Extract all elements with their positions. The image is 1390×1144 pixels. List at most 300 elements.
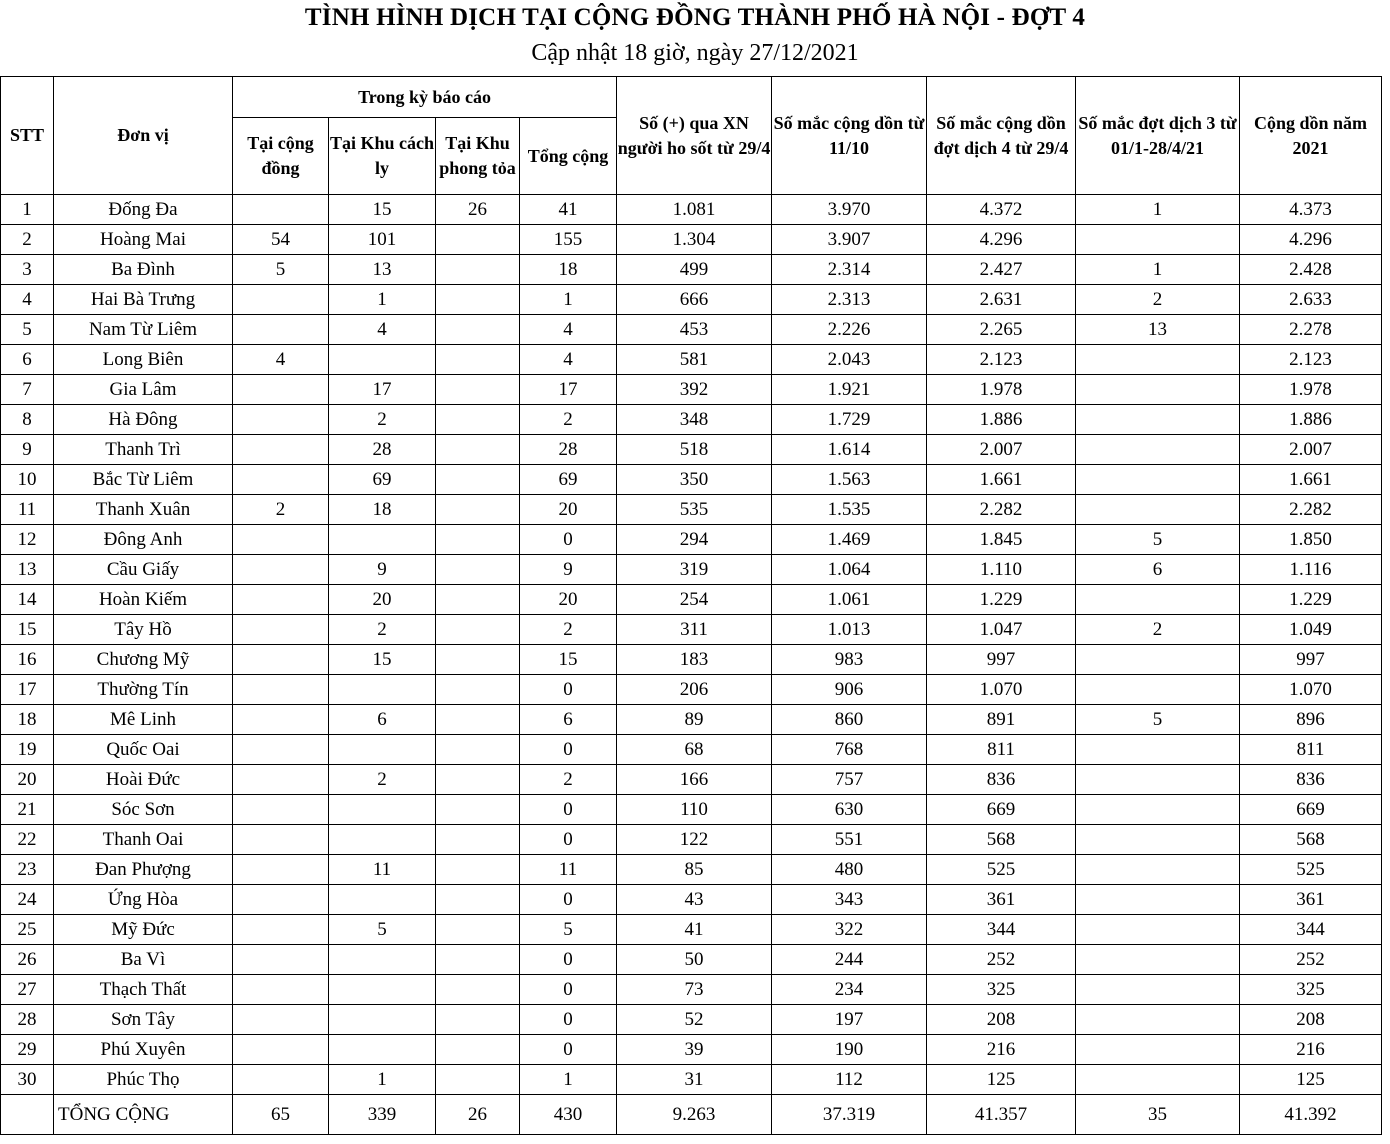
cell-wave3 (1076, 885, 1240, 915)
cell-cumulative-wave4: 252 (927, 945, 1076, 975)
cell-unit: Thanh Xuân (54, 495, 233, 525)
cell-fever: 122 (617, 825, 772, 855)
cell-subtotal: 0 (520, 945, 617, 975)
cell-unit: Đan Phượng (54, 855, 233, 885)
cell-subtotal: 0 (520, 795, 617, 825)
cell-wave3 (1076, 405, 1240, 435)
cell-unit: Mê Linh (54, 705, 233, 735)
table-body (1, 195, 1382, 1095)
cell-unit: Mỹ Đức (54, 915, 233, 945)
cell-community (233, 645, 329, 675)
cell-year: 997 (1240, 645, 1382, 675)
cell-cumulative-1110: 1.563 (772, 465, 927, 495)
cell-stt: 17 (1, 675, 54, 705)
header-subtotal: Tổng cộng (520, 118, 617, 195)
cell-lockdown (436, 345, 520, 375)
cell-cumulative-wave4: 1.845 (927, 525, 1076, 555)
cell-fever: 50 (617, 945, 772, 975)
cell-isolation: 15 (329, 195, 436, 225)
cell-lockdown (436, 615, 520, 645)
cell-cumulative-1110: 906 (772, 675, 927, 705)
cell-stt: 14 (1, 585, 54, 615)
cell-community (233, 1035, 329, 1065)
report-subtitle: Cập nhật 18 giờ, ngày 27/12/2021 (531, 40, 859, 66)
cell-subtotal: 69 (520, 465, 617, 495)
cell-stt: 18 (1, 705, 54, 735)
cell-wave3 (1076, 1005, 1240, 1035)
cell-year: 208 (1240, 1005, 1382, 1035)
cell-unit: Ba Đình (54, 255, 233, 285)
cell-year: 568 (1240, 825, 1382, 855)
cell-community (233, 1065, 329, 1095)
table-row (1, 915, 1382, 945)
cell-year: 2.123 (1240, 345, 1382, 375)
cell-unit: Ba Vì (54, 945, 233, 975)
cell-cumulative-wave4: 208 (927, 1005, 1076, 1035)
cell-fever: 31 (617, 1065, 772, 1095)
table-row (1, 825, 1382, 855)
totals-subtotal: 430 (520, 1095, 617, 1135)
table-row (1, 525, 1382, 555)
totals-lockdown: 26 (436, 1095, 520, 1135)
cell-lockdown (436, 975, 520, 1005)
cell-subtotal: 4 (520, 315, 617, 345)
cell-cumulative-1110: 1.729 (772, 405, 927, 435)
table-row (1, 675, 1382, 705)
totals-stt (1, 1095, 54, 1135)
table-row (1, 615, 1382, 645)
cell-community (233, 615, 329, 645)
table-row (1, 855, 1382, 885)
header-isolation: Tại Khu cách ly (329, 118, 436, 195)
cell-subtotal: 0 (520, 735, 617, 765)
cell-cumulative-wave4: 525 (927, 855, 1076, 885)
cell-stt: 23 (1, 855, 54, 885)
cell-stt: 1 (1, 195, 54, 225)
cell-subtotal: 0 (520, 885, 617, 915)
cell-year: 4.373 (1240, 195, 1382, 225)
cell-community (233, 375, 329, 405)
cell-cumulative-1110: 480 (772, 855, 927, 885)
cell-year: 1.229 (1240, 585, 1382, 615)
cell-cumulative-wave4: 2.007 (927, 435, 1076, 465)
cell-wave3: 1 (1076, 195, 1240, 225)
table-row (1, 555, 1382, 585)
cell-fever: 43 (617, 885, 772, 915)
cell-year: 2.278 (1240, 315, 1382, 345)
cell-lockdown (436, 375, 520, 405)
cell-year: 252 (1240, 945, 1382, 975)
cell-unit: Phú Xuyên (54, 1035, 233, 1065)
cell-year: 811 (1240, 735, 1382, 765)
cell-wave3 (1076, 765, 1240, 795)
cell-fever: 254 (617, 585, 772, 615)
cell-subtotal: 2 (520, 615, 617, 645)
table-row (1, 885, 1382, 915)
cell-cumulative-1110: 234 (772, 975, 927, 1005)
cell-subtotal: 0 (520, 1005, 617, 1035)
cell-year: 1.049 (1240, 615, 1382, 645)
cell-year: 325 (1240, 975, 1382, 1005)
cell-year: 2.428 (1240, 255, 1382, 285)
cell-year: 216 (1240, 1035, 1382, 1065)
table-row (1, 1035, 1382, 1065)
cell-year: 669 (1240, 795, 1382, 825)
cell-unit: Long Biên (54, 345, 233, 375)
table-row (1, 975, 1382, 1005)
cell-fever: 294 (617, 525, 772, 555)
table-row (1, 465, 1382, 495)
cell-wave3 (1076, 855, 1240, 885)
cell-cumulative-wave4: 2.265 (927, 315, 1076, 345)
cell-community (233, 705, 329, 735)
header-reporting-period: Trong kỳ báo cáo (233, 77, 617, 118)
cell-wave3 (1076, 795, 1240, 825)
cell-subtotal: 6 (520, 705, 617, 735)
cell-unit: Bắc Từ Liêm (54, 465, 233, 495)
cell-unit: Hà Đông (54, 405, 233, 435)
cell-wave3: 2 (1076, 285, 1240, 315)
table-row (1, 1005, 1382, 1035)
cell-lockdown (436, 885, 520, 915)
cell-stt: 10 (1, 465, 54, 495)
epidemic-table (0, 76, 1382, 1135)
cell-lockdown (436, 705, 520, 735)
cell-community (233, 765, 329, 795)
cell-community (233, 405, 329, 435)
cell-stt: 25 (1, 915, 54, 945)
cell-cumulative-1110: 322 (772, 915, 927, 945)
cell-lockdown (436, 765, 520, 795)
cell-cumulative-wave4: 325 (927, 975, 1076, 1005)
totals-label: TỔNG CỘNG (54, 1095, 233, 1135)
cell-subtotal: 1 (520, 285, 617, 315)
cell-isolation (329, 1005, 436, 1035)
header-unit: Đơn vị (54, 77, 233, 195)
cell-isolation: 11 (329, 855, 436, 885)
cell-wave3 (1076, 345, 1240, 375)
cell-stt: 9 (1, 435, 54, 465)
cell-lockdown (436, 735, 520, 765)
header-fever-positive: Số (+) qua XN người ho sốt từ 29/4 (617, 77, 772, 195)
cell-isolation: 20 (329, 585, 436, 615)
cell-subtotal: 15 (520, 645, 617, 675)
cell-stt: 13 (1, 555, 54, 585)
cell-wave3: 6 (1076, 555, 1240, 585)
cell-isolation (329, 525, 436, 555)
cell-year: 836 (1240, 765, 1382, 795)
cell-stt: 3 (1, 255, 54, 285)
cell-community (233, 825, 329, 855)
cell-fever: 166 (617, 765, 772, 795)
cell-unit: Quốc Oai (54, 735, 233, 765)
cell-cumulative-wave4: 891 (927, 705, 1076, 735)
totals-wave3: 35 (1076, 1095, 1240, 1135)
cell-fever: 581 (617, 345, 772, 375)
cell-fever: 666 (617, 285, 772, 315)
cell-fever: 453 (617, 315, 772, 345)
cell-isolation (329, 825, 436, 855)
cell-fever: 39 (617, 1035, 772, 1065)
cell-cumulative-1110: 860 (772, 705, 927, 735)
cell-isolation (329, 885, 436, 915)
cell-cumulative-1110: 1.921 (772, 375, 927, 405)
cell-community: 54 (233, 225, 329, 255)
table-row (1, 795, 1382, 825)
cell-fever: 52 (617, 1005, 772, 1035)
cell-fever: 41 (617, 915, 772, 945)
cell-wave3 (1076, 1035, 1240, 1065)
cell-stt: 20 (1, 765, 54, 795)
cell-lockdown (436, 645, 520, 675)
cell-isolation (329, 1035, 436, 1065)
cell-cumulative-wave4: 125 (927, 1065, 1076, 1095)
totals-year: 41.392 (1240, 1095, 1382, 1135)
table-row (1, 495, 1382, 525)
cell-isolation: 9 (329, 555, 436, 585)
cell-cumulative-wave4: 1.070 (927, 675, 1076, 705)
cell-wave3: 1 (1076, 255, 1240, 285)
cell-wave3 (1076, 375, 1240, 405)
cell-cumulative-wave4: 1.047 (927, 615, 1076, 645)
cell-year: 2.282 (1240, 495, 1382, 525)
table-row (1, 255, 1382, 285)
cell-cumulative-wave4: 361 (927, 885, 1076, 915)
cell-community: 2 (233, 495, 329, 525)
cell-isolation: 6 (329, 705, 436, 735)
cell-subtotal: 0 (520, 1035, 617, 1065)
cell-fever: 348 (617, 405, 772, 435)
cell-unit: Nam Từ Liêm (54, 315, 233, 345)
cell-cumulative-1110: 1.013 (772, 615, 927, 645)
cell-community (233, 855, 329, 885)
cell-subtotal: 5 (520, 915, 617, 945)
cell-fever: 392 (617, 375, 772, 405)
cell-cumulative-1110: 3.907 (772, 225, 927, 255)
cell-unit: Cầu Giấy (54, 555, 233, 585)
totals-cumulative-wave4: 41.357 (927, 1095, 1076, 1135)
header-lockdown: Tại Khu phong tỏa (436, 118, 520, 195)
cell-stt: 19 (1, 735, 54, 765)
cell-cumulative-wave4: 2.123 (927, 345, 1076, 375)
cell-unit: Gia Lâm (54, 375, 233, 405)
cell-unit: Đống Đa (54, 195, 233, 225)
cell-cumulative-wave4: 836 (927, 765, 1076, 795)
cell-isolation: 2 (329, 405, 436, 435)
cell-fever: 1.304 (617, 225, 772, 255)
cell-isolation: 28 (329, 435, 436, 465)
cell-subtotal: 0 (520, 675, 617, 705)
cell-subtotal: 28 (520, 435, 617, 465)
cell-cumulative-1110: 2.314 (772, 255, 927, 285)
cell-stt: 21 (1, 795, 54, 825)
cell-cumulative-wave4: 4.372 (927, 195, 1076, 225)
table-row (1, 645, 1382, 675)
totals-cumulative-1110: 37.319 (772, 1095, 927, 1135)
cell-wave3 (1076, 465, 1240, 495)
cell-unit: Đông Anh (54, 525, 233, 555)
cell-community (233, 285, 329, 315)
cell-unit: Thanh Trì (54, 435, 233, 465)
cell-stt: 22 (1, 825, 54, 855)
table-row (1, 705, 1382, 735)
cell-isolation: 1 (329, 1065, 436, 1095)
cell-cumulative-1110: 1.469 (772, 525, 927, 555)
report-title: TÌNH HÌNH DỊCH TẠI CỘNG ĐỒNG THÀNH PHỐ HÀ NỘI - ĐỢT 4 (304, 4, 1086, 31)
cell-community: 5 (233, 255, 329, 285)
cell-lockdown (436, 855, 520, 885)
cell-community (233, 195, 329, 225)
table-row (1, 285, 1382, 315)
cell-wave3 (1076, 1065, 1240, 1095)
cell-year: 1.850 (1240, 525, 1382, 555)
cell-wave3 (1076, 915, 1240, 945)
cell-isolation: 15 (329, 645, 436, 675)
cell-lockdown (436, 675, 520, 705)
cell-fever: 1.081 (617, 195, 772, 225)
cell-cumulative-1110: 983 (772, 645, 927, 675)
cell-wave3: 2 (1076, 615, 1240, 645)
cell-community (233, 885, 329, 915)
table-row (1, 225, 1382, 255)
cell-cumulative-wave4: 811 (927, 735, 1076, 765)
cell-isolation: 18 (329, 495, 436, 525)
cell-fever: 110 (617, 795, 772, 825)
cell-cumulative-1110: 2.313 (772, 285, 927, 315)
cell-community (233, 555, 329, 585)
cell-community (233, 585, 329, 615)
cell-year: 525 (1240, 855, 1382, 885)
cell-stt: 27 (1, 975, 54, 1005)
cell-stt: 16 (1, 645, 54, 675)
cell-stt: 5 (1, 315, 54, 345)
cell-lockdown (436, 915, 520, 945)
cell-isolation: 4 (329, 315, 436, 345)
cell-cumulative-1110: 1.535 (772, 495, 927, 525)
cell-wave3: 5 (1076, 525, 1240, 555)
cell-cumulative-wave4: 216 (927, 1035, 1076, 1065)
table-row (1, 345, 1382, 375)
cell-cumulative-1110: 190 (772, 1035, 927, 1065)
cell-year: 1.116 (1240, 555, 1382, 585)
cell-isolation: 69 (329, 465, 436, 495)
cell-cumulative-1110: 768 (772, 735, 927, 765)
cell-lockdown (436, 1005, 520, 1035)
cell-lockdown: 26 (436, 195, 520, 225)
cell-community (233, 945, 329, 975)
cell-wave3 (1076, 945, 1240, 975)
header-cumulative-wave4: Số mắc cộng dồn đợt dịch 4 từ 29/4 (927, 77, 1076, 195)
cell-wave3: 13 (1076, 315, 1240, 345)
cell-community (233, 465, 329, 495)
cell-isolation (329, 675, 436, 705)
cell-unit: Thường Tín (54, 675, 233, 705)
cell-isolation: 13 (329, 255, 436, 285)
cell-wave3 (1076, 675, 1240, 705)
cell-subtotal: 11 (520, 855, 617, 885)
cell-year: 361 (1240, 885, 1382, 915)
cell-year: 1.661 (1240, 465, 1382, 495)
cell-stt: 11 (1, 495, 54, 525)
totals-row (1, 1095, 1382, 1135)
cell-lockdown (436, 285, 520, 315)
cell-fever: 206 (617, 675, 772, 705)
cell-subtotal: 9 (520, 555, 617, 585)
cell-fever: 518 (617, 435, 772, 465)
cell-fever: 89 (617, 705, 772, 735)
cell-community (233, 525, 329, 555)
cell-fever: 499 (617, 255, 772, 285)
cell-lockdown (436, 825, 520, 855)
cell-cumulative-1110: 630 (772, 795, 927, 825)
cell-cumulative-1110: 551 (772, 825, 927, 855)
cell-year: 1.978 (1240, 375, 1382, 405)
cell-lockdown (436, 945, 520, 975)
cell-isolation (329, 975, 436, 1005)
table-row (1, 945, 1382, 975)
cell-fever: 68 (617, 735, 772, 765)
table-row (1, 1065, 1382, 1095)
cell-wave3 (1076, 495, 1240, 525)
cell-cumulative-1110: 112 (772, 1065, 927, 1095)
cell-unit: Sóc Sơn (54, 795, 233, 825)
cell-stt: 7 (1, 375, 54, 405)
cell-wave3 (1076, 225, 1240, 255)
cell-wave3 (1076, 735, 1240, 765)
cell-cumulative-wave4: 997 (927, 645, 1076, 675)
cell-community (233, 315, 329, 345)
cell-cumulative-wave4: 669 (927, 795, 1076, 825)
cell-isolation: 101 (329, 225, 436, 255)
cell-cumulative-wave4: 568 (927, 825, 1076, 855)
cell-year: 896 (1240, 705, 1382, 735)
cell-lockdown (436, 435, 520, 465)
cell-cumulative-wave4: 2.427 (927, 255, 1076, 285)
header-stt: STT (1, 77, 54, 195)
header-cumulative-from-1110: Số mắc cộng dồn từ 11/10 (772, 77, 927, 195)
cell-lockdown (436, 1035, 520, 1065)
header-year-cumulative: Cộng dồn năm 2021 (1240, 77, 1382, 195)
cell-community (233, 795, 329, 825)
cell-community (233, 675, 329, 705)
cell-subtotal: 1 (520, 1065, 617, 1095)
table-row (1, 195, 1382, 225)
cell-subtotal: 155 (520, 225, 617, 255)
cell-wave3 (1076, 825, 1240, 855)
cell-fever: 350 (617, 465, 772, 495)
cell-community (233, 435, 329, 465)
totals-fever: 9.263 (617, 1095, 772, 1135)
cell-cumulative-wave4: 2.282 (927, 495, 1076, 525)
cell-cumulative-1110: 757 (772, 765, 927, 795)
cell-subtotal: 2 (520, 405, 617, 435)
cell-lockdown (436, 495, 520, 525)
cell-wave3: 5 (1076, 705, 1240, 735)
cell-wave3 (1076, 435, 1240, 465)
cell-unit: Hoàng Mai (54, 225, 233, 255)
cell-community (233, 975, 329, 1005)
cell-lockdown (436, 1065, 520, 1095)
table-row (1, 375, 1382, 405)
cell-cumulative-1110: 2.043 (772, 345, 927, 375)
cell-year: 125 (1240, 1065, 1382, 1095)
cell-fever: 535 (617, 495, 772, 525)
cell-lockdown (436, 525, 520, 555)
cell-cumulative-1110: 1.061 (772, 585, 927, 615)
cell-lockdown (436, 255, 520, 285)
cell-subtotal: 0 (520, 525, 617, 555)
table-row (1, 585, 1382, 615)
